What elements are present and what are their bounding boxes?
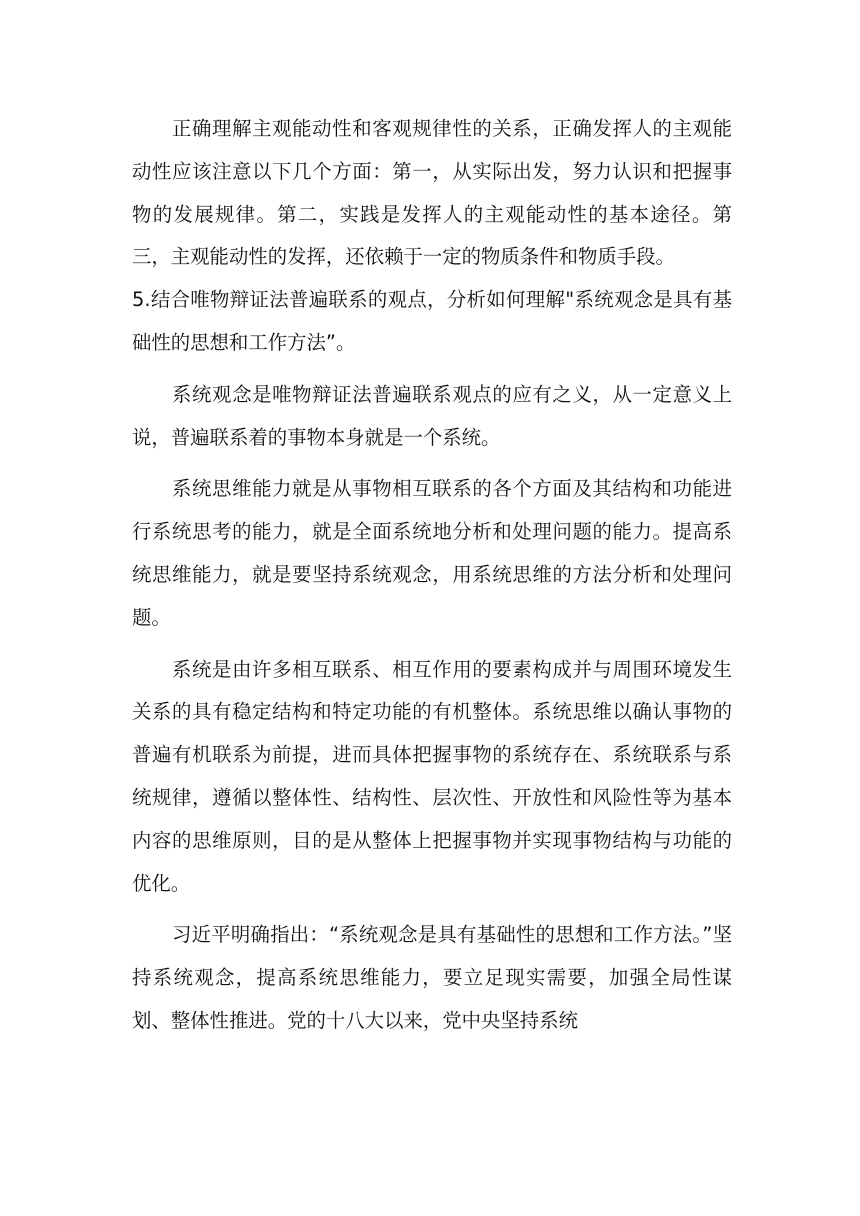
paragraph-practice-agency: 正确理解主观能动性和客观规律性的关系，正确发挥人的主观能动性应该注意以下几个方面：第一，从实际出发，努力认识和把握事物的发展规律。第二，实践是发挥人的主观能动性的基本途径。第三，主观能动性的发挥，还依赖于一定的物质条件和物质手段。 — [132, 117, 732, 269]
paragraph-system-thinking-ability: 系统思维能力就是从事物相互联系的各个方面及其结构和功能进行系统思考的能力，就是全面系统地分析和处理问题的能力。提高系统思维能力，就是要坚持系统观念，用系统思维的方法分析和处理问题。 — [132, 477, 732, 629]
question-5: 5.结合唯物辩证法普遍联系的观点，分析如何理解"系统观念是具有基础性的思想和工作方法”。 — [132, 288, 732, 354]
paragraph-xi-quote: 习近平明确指出：“系统观念是具有基础性的思想和工作方法。”坚持系统观念，提高系统思维能力，要立足现实需要，加强全局性谋划、整体性推进。党的十八大以来，党中央坚持系统 — [132, 923, 732, 1032]
paragraph-system-definition: 系统是由许多相互联系、相互作用的要素构成并与周围环境发生关系的具有稳定结构和特定功能的有机整体。系统思维以确认事物的普遍有机联系为前提，进而具体把握事物的系统存在、系统联系与系统规律，遵循以整体性、结构性、层次性、开放性和风险性等为基本内容的思维原则，目的是从整体上把握事物并实现事物结构与功能的优化。 — [132, 657, 732, 895]
paragraph-system-concept: 系统观念是唯物辩证法普遍联系观点的应有之义，从一定意义上说，普遍联系着的事物本身就是一个系统。 — [132, 382, 732, 449]
document-body — [132, 108, 732, 1043]
